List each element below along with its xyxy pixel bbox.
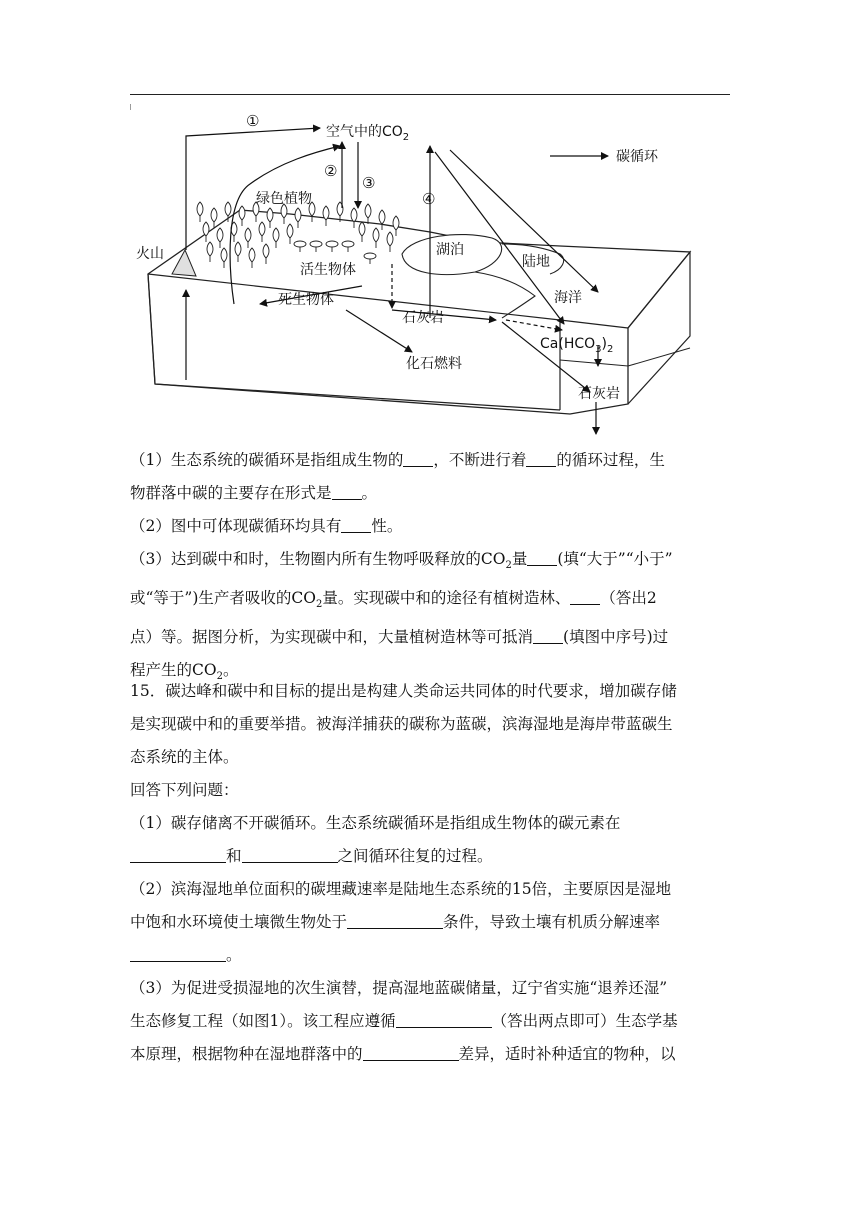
q15-part2-line3: 。 bbox=[130, 939, 742, 972]
q14-part3-line1: （3）达到碳中和时，生物圈内所有生物呼吸释放的$CO_2$量 (填“大于”“小于” bbox=[130, 543, 742, 582]
legend-label: 碳循环 bbox=[616, 149, 658, 165]
question-14-block bbox=[130, 444, 742, 693]
label-co2-air: 空气中的$CO_2$ bbox=[326, 124, 410, 143]
blank[interactable] bbox=[341, 514, 371, 533]
q15-part3-line2: 生态修复工程（如图1）。该工程应遵循 （答出两点即可）生态学基 bbox=[130, 1005, 742, 1038]
blank[interactable] bbox=[363, 1042, 459, 1061]
marker-3: ③ bbox=[362, 174, 376, 192]
label-ca-hco3: $Ca(HCO_3)_2$ bbox=[540, 336, 614, 355]
question-15-block bbox=[130, 675, 742, 1071]
blank[interactable] bbox=[396, 1009, 492, 1028]
carbon-cycle-diagram bbox=[130, 104, 730, 440]
q15-part3-line3: 本原理，根据物种在湿地群落中的 差异，适时补种适宜的物种，以 bbox=[130, 1038, 742, 1071]
label-fossil: 化石燃料 bbox=[406, 356, 462, 372]
q15-part1-line2: 和 之间循环往复的过程。 bbox=[130, 840, 742, 873]
q15-part2-line2: 中饱和水环境使土壤微生物处于 条件，导致土壤有机质分解速率 bbox=[130, 906, 742, 939]
q15-intro-line2: 是实现碳中和的重要举措。被海洋捕获的碳称为蓝碳，滨海湿地是海岸带蓝碳生 bbox=[130, 715, 673, 733]
blank[interactable] bbox=[130, 943, 226, 962]
q15-intro-line3: 态系统的主体。 bbox=[130, 748, 239, 766]
label-limestone-2: 石灰岩 bbox=[578, 386, 620, 402]
blank[interactable] bbox=[332, 481, 362, 500]
q15-intro-line1: 15．碳达峰和碳中和目标的提出是构建人类命运共同体的时代要求，增加碳存储 bbox=[130, 682, 677, 700]
header-rule bbox=[130, 94, 730, 95]
marker-2: ② bbox=[324, 162, 338, 180]
q14-part3-line3: 点）等。据图分析，为实现碳中和，大量植树造林等可抵消 (填图中序号)过 bbox=[130, 621, 742, 654]
label-ocean: 海洋 bbox=[554, 290, 582, 306]
q14-part3-line4: 程产生的$CO_2$。 bbox=[130, 661, 239, 683]
q15-part3-line1: （3）为促进受损湿地的次生演替，提高湿地蓝碳储量，辽宁省实施“退养还湿” bbox=[130, 979, 668, 997]
q15-part2-line1: （2）滨海湿地单位面积的碳埋藏速率是陆地生态系统的15倍，主要原因是湿地 bbox=[130, 880, 672, 898]
blank[interactable] bbox=[403, 448, 433, 467]
blank[interactable] bbox=[242, 844, 338, 863]
marker-4: ④ bbox=[422, 190, 436, 208]
label-plants: 绿色植物 bbox=[256, 191, 312, 207]
q14-part1-line1: （1）生态系统的碳循环是指组成生物的 ，不断进行着 的循环过程，生 bbox=[130, 444, 742, 477]
q14-part1-line2: 物群落中碳的主要存在形式是 。 bbox=[130, 477, 742, 510]
q14-part2: （2）图中可体现碳循环均具有 性。 bbox=[130, 510, 742, 543]
q15-part1-line1: （1）碳存储离不开碳循环。生态系统碳循环是指组成生物体的碳元素在 bbox=[130, 814, 621, 832]
label-dead: 死生物体 bbox=[278, 292, 334, 308]
label-land: 陆地 bbox=[522, 254, 550, 270]
blank[interactable] bbox=[533, 625, 563, 644]
blank[interactable] bbox=[570, 586, 600, 605]
marker-1: ① bbox=[246, 112, 260, 130]
q14-part3-line2: 或“等于”)生产者吸收的$CO_2$量。实现碳中和的途径有植树造林、 （答出2 bbox=[130, 582, 742, 621]
label-living: 活生物体 bbox=[300, 262, 356, 278]
blank[interactable] bbox=[347, 910, 443, 929]
blank[interactable] bbox=[527, 547, 557, 566]
q15-answer-prompt: 回答下列问题： bbox=[130, 781, 239, 799]
blank[interactable] bbox=[130, 844, 226, 863]
label-limestone-1: 石灰岩 bbox=[402, 310, 444, 326]
blank[interactable] bbox=[526, 448, 556, 467]
label-lake: 湖泊 bbox=[436, 242, 464, 258]
label-volcano: 火山 bbox=[136, 246, 164, 262]
